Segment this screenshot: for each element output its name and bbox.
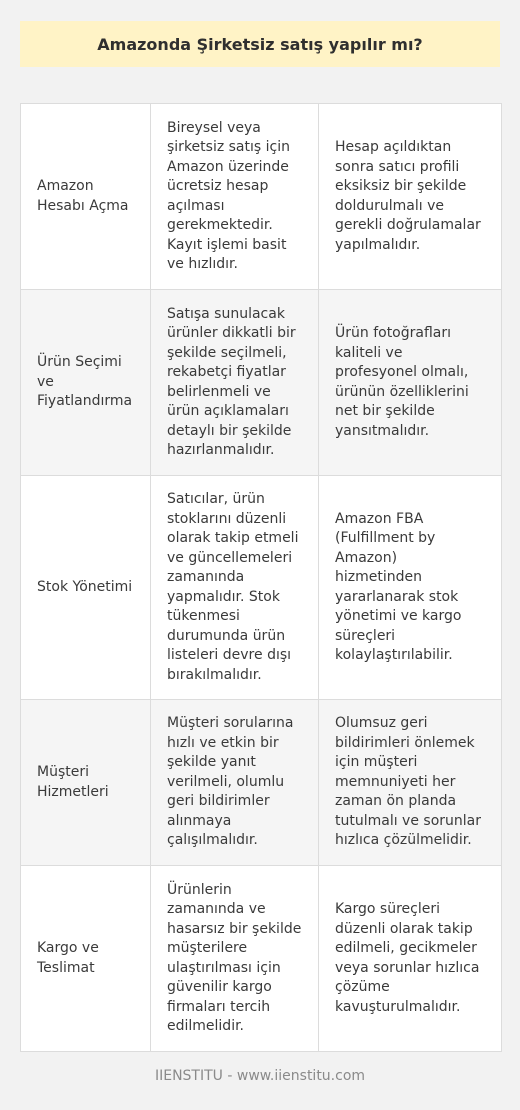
page-title: Amazonda Şirketsiz satış yapılır mı? [20,21,500,67]
row-detail: Kargo süreçleri düzenli olarak takip edilmeli, gecikmeler veya sorunlar hızlıca çözüme kavuşturulmalıdır. [335,901,480,1015]
row-description: Satışa sunulacak ürünler dikkatli bir şekilde seçilmeli, rekabetçi fiyatlar belirlenmeli ve ürün açıklamaları detaylı bir şekilde hazırlanmalıdır. [151,290,319,475]
row-topic: Müşteri Hizmetleri [21,700,151,865]
row-description: Müşteri sorularına hızlı ve etkin bir şekilde yanıt verilmeli, olumlu geri bildirimler alınmaya çalışılmalıdır. [151,700,319,865]
row-detail: Olumsuz geri bildirimleri önlemek için müşteri memnuniyeti her zaman ön planda tutulmalı ve sorunlar hızlıca çözülmelidir. [335,715,481,849]
row-detail: Hesap açıldıktan sonra satıcı profili eksiksiz bir şekilde doldurulmalı ve gerekli doğrulamalar yapılmalıdır. [335,139,481,253]
row-description: Ürünlerin zamanında ve hasarsız bir şekilde müşterilere ulaştırılması için güvenilir kargo firmaları tercih edilmelidir. [151,866,319,1051]
row-topic: Ürün Seçimi ve Fiyatlandırma [21,290,151,475]
table-row [21,866,501,1052]
info-table [20,103,502,1052]
table-row [21,104,501,290]
row-detail: Ürün fotoğrafları kaliteli ve profesyonel olmalı, ürünün özelliklerini net bir şekilde yansıtmalıdır. [335,325,469,439]
table-row [21,700,501,866]
row-detail: Amazon FBA (Fulfillment by Amazon) hizmetinden yararlanarak stok yönetimi ve kargo süreçleri kolaylaştırılabilir. [335,510,462,663]
row-description: Bireysel veya şirketsiz satış için Amazon üzerinde ücretsiz hesap açılması gerekmektedir. Kayıt işlemi basit ve hızlıdır. [151,104,319,289]
table-row [21,290,501,476]
row-topic: Stok Yönetimi [21,476,151,699]
table-row [21,476,501,700]
row-topic: Amazon Hesabı Açma [21,104,151,289]
row-description: Satıcılar, ürün stoklarını düzenli olarak takip etmeli ve güncellemeleri zamanında yapmalıdır. Stok tükenmesi durumunda ürün listeleri devre dışı bırakılmalıdır. [151,476,319,699]
footer-credit: IIENSTITU - www.iienstitu.com [154,1068,366,1084]
row-topic: Kargo ve Teslimat [21,866,151,1051]
